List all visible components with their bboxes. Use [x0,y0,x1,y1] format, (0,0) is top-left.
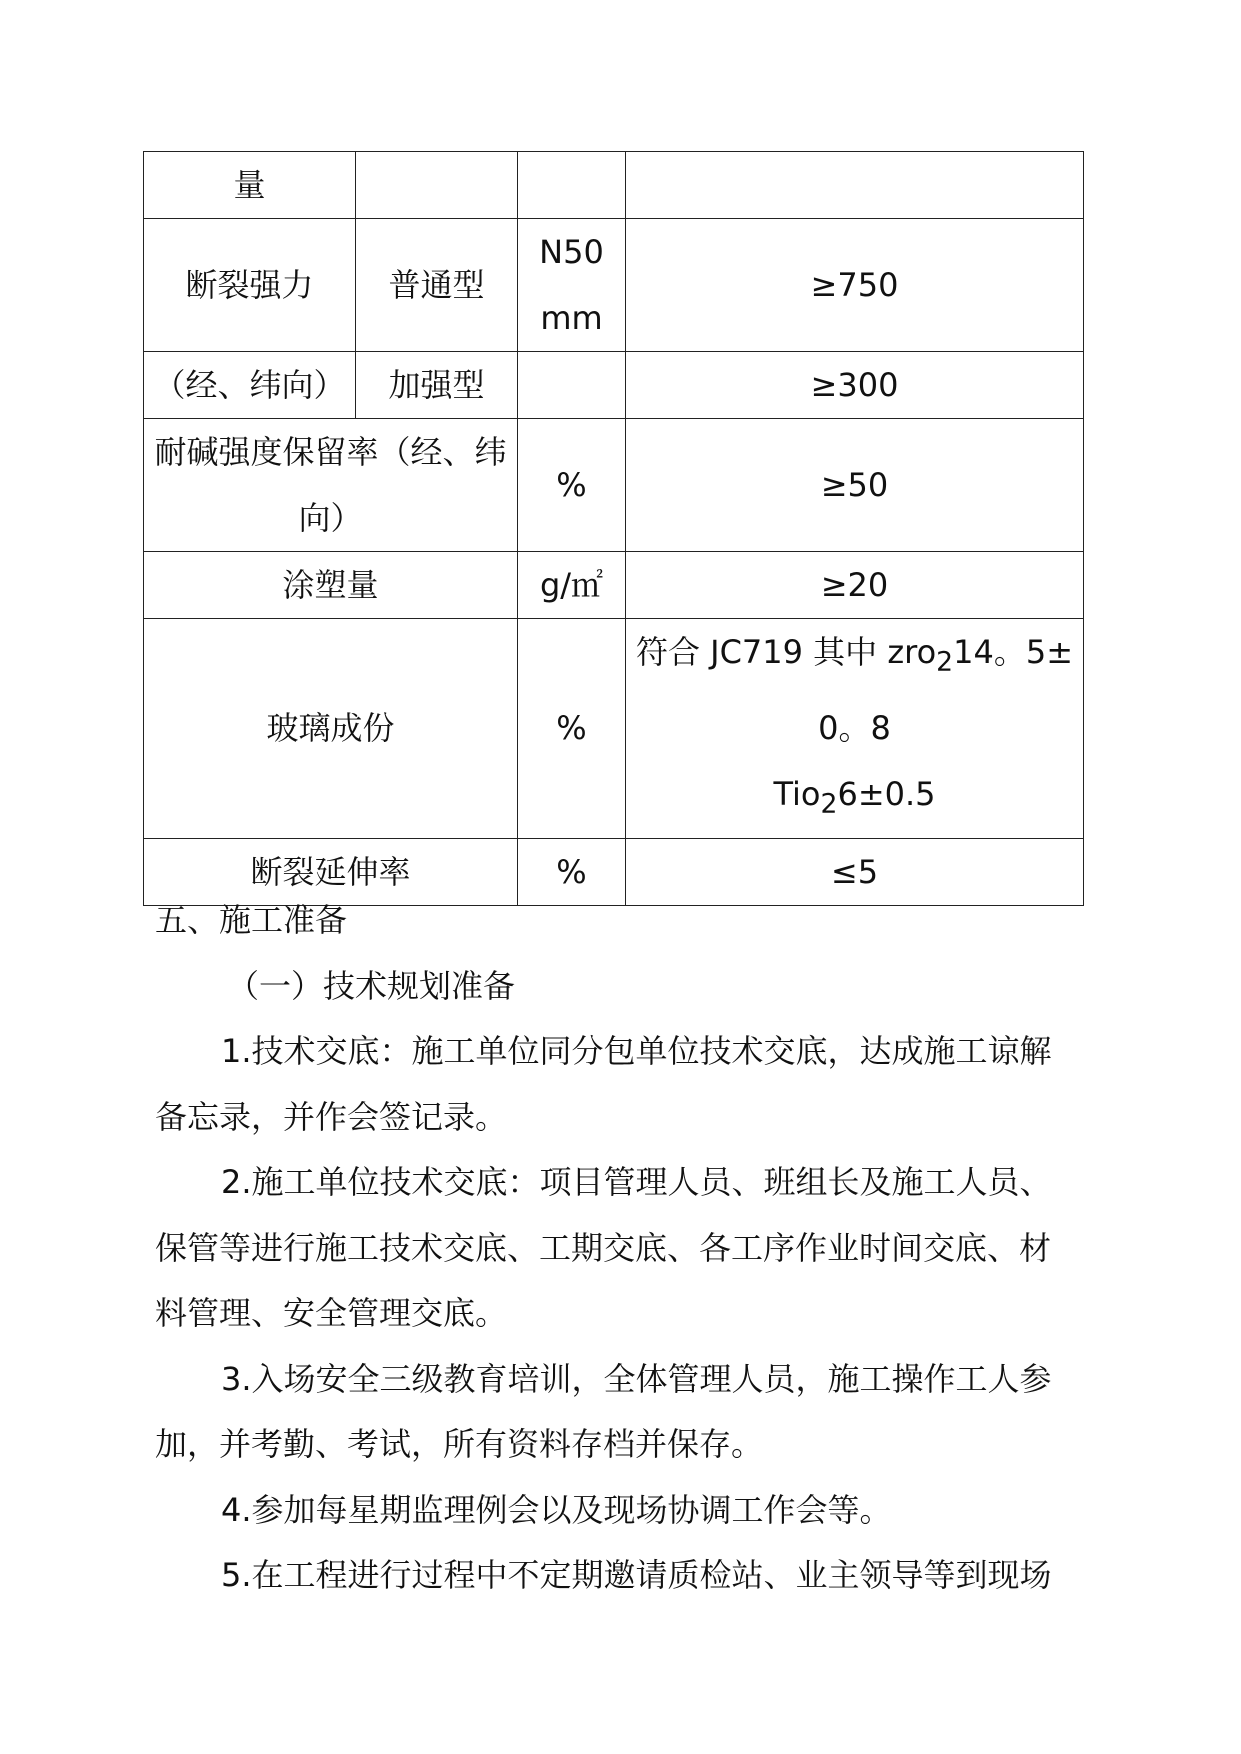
cell-text: 6±0.5 [837,775,936,814]
cell-line [632,761,1077,837]
paragraph-line: 料管理、安全管理交底。 [155,1294,508,1332]
paragraph-line: 5.在工程进行过程中不定期邀请质检站、业主领导等到现场 [221,1556,1052,1594]
subscript: 2 [936,646,954,678]
table-cell: ≥300 [626,352,1084,419]
cell-line: 向） [298,499,363,537]
table-cell: 普通型 [356,219,518,352]
table-row [144,352,1084,419]
table-cell [626,619,1084,839]
table-cell: ≤5 [626,838,1084,905]
table-cell: 断裂延伸率 [144,838,518,905]
cell-text: 14。5± [953,633,1074,671]
body-text [155,888,1093,1609]
table-cell [626,152,1084,219]
table-row [144,552,1084,619]
table-cell: ≥750 [626,219,1084,352]
table-cell [518,219,626,352]
cell-line [632,619,1077,695]
paragraph-line: 3.入场安全三级教育培训，全体管理人员，施工操作工人参 [221,1359,1052,1398]
cell-line: 0。8 [818,709,891,748]
table-cell: ≥50 [626,419,1084,552]
table-cell: ≥20 [626,552,1084,619]
table-cell [518,352,626,419]
spec-table [143,151,1084,906]
table-cell [518,152,626,219]
table-cell [144,419,518,552]
table-cell: % [518,838,626,905]
table-cell: % [518,419,626,552]
table-cell: g/㎡ [518,552,626,619]
paragraph-line: 2.施工单位技术交底：项目管理人员、班组长及施工人员、 [221,1163,1052,1201]
paragraph-line: 备忘录，并作会签记录。 [155,1097,508,1136]
table-cell: 涂塑量 [144,552,518,619]
cell-line: mm [540,299,603,337]
cell-line: 耐碱强度保留率（经、纬 [154,433,507,471]
table-row [144,152,1084,219]
paragraph-line: 加，并考勤、考试，所有资料存档并保存。 [155,1425,764,1463]
paragraph-line: 1.技术交底：施工单位同分包单位技术交底，达成施工谅解 [221,1032,1052,1070]
section-heading: 五、施工准备 [155,901,348,939]
table-cell: （经、纬向） [144,352,356,419]
cell-text: Tio [773,775,821,814]
table-cell: 断裂强力 [144,219,356,352]
table-cell [356,152,518,219]
paragraph-line: 保管等进行施工技术交底、工期交底、各工序作业时间交底、材 [155,1228,1052,1267]
cell-text: 符合 JC719 其中 zro [635,633,937,671]
paragraph-line: 4.参加每星期监理例会以及现场协调工作会等。 [221,1490,892,1529]
table-row [144,219,1084,352]
table-row [144,419,1084,552]
table-cell: 加强型 [356,352,518,419]
table-cell: 量 [144,152,356,219]
subsection-heading: （一）技术规划准备 [227,966,516,1005]
subscript: 2 [820,788,838,820]
table-cell: 玻璃成份 [144,619,518,839]
cell-line: N50 [539,233,604,271]
table-cell: % [518,619,626,839]
table-row [144,619,1084,839]
